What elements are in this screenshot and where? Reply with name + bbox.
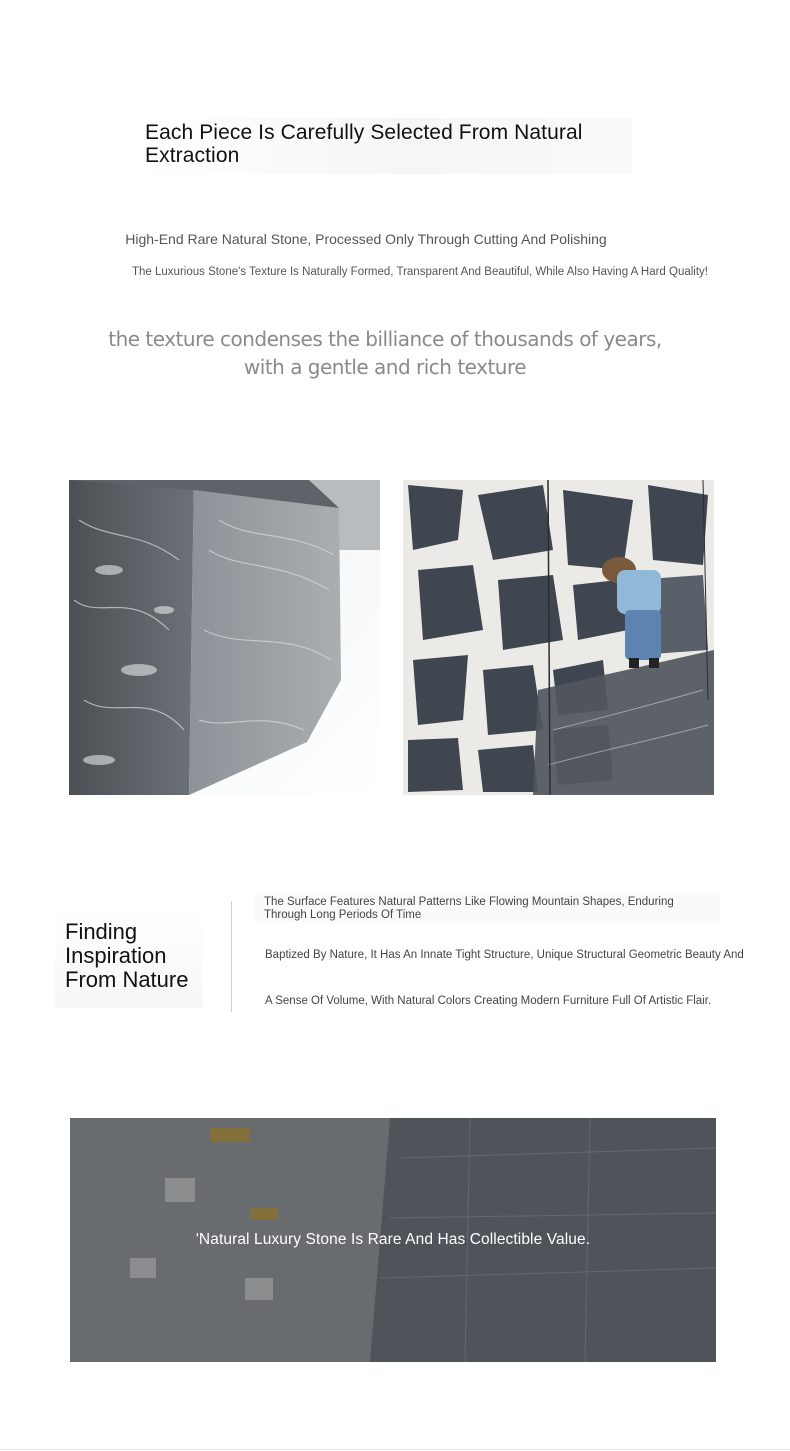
inspiration-title-line-3: From Nature bbox=[65, 967, 189, 992]
subtitle: High-End Rare Natural Stone, Processed Only Through Cutting And Polishing bbox=[125, 231, 607, 247]
vertical-divider bbox=[231, 901, 232, 1012]
banner-caption: 'Natural Luxury Stone Is Rare And Has Collectible Value. bbox=[195, 1231, 591, 1248]
quote-line-2: with a gentle and rich texture bbox=[243, 355, 527, 379]
inspiration-paragraph-1: The Surface Features Natural Patterns Like Flowing Mountain Shapes, Enduring Through Long Periods Of Time bbox=[255, 893, 720, 923]
inspiration-title-line-1: Finding bbox=[65, 919, 138, 944]
inspiration-paragraph-3: A Sense Of Volume, With Natural Colors Creating Modern Furniture Full Of Artistic Flair. bbox=[265, 995, 712, 1007]
inspiration-paragraph-2: Baptized By Nature, It Has An Innate Tight Structure, Unique Structural Geometric Beauty And bbox=[265, 949, 744, 961]
section-heading: Each Piece Is Carefully Selected From Natural Extraction bbox=[137, 118, 632, 174]
quote-line-1: the texture condenses the billiance of thousands of years, bbox=[108, 327, 662, 351]
worker-marble-image bbox=[403, 480, 714, 795]
texture-quote bbox=[100, 325, 670, 381]
marble-block-graphic bbox=[69, 480, 380, 795]
inspiration-title bbox=[55, 908, 203, 1008]
worker-marble-graphic bbox=[403, 480, 714, 795]
inspiration-title-line-2: Inspiration bbox=[65, 943, 167, 968]
marble-block-image bbox=[69, 480, 380, 795]
bottom-divider bbox=[0, 1449, 790, 1450]
description: The Luxurious Stone's Texture Is Naturally Formed, Transparent And Beautiful, While Also Having A Hard Quality! bbox=[132, 266, 708, 278]
quarry-banner bbox=[70, 1118, 716, 1362]
